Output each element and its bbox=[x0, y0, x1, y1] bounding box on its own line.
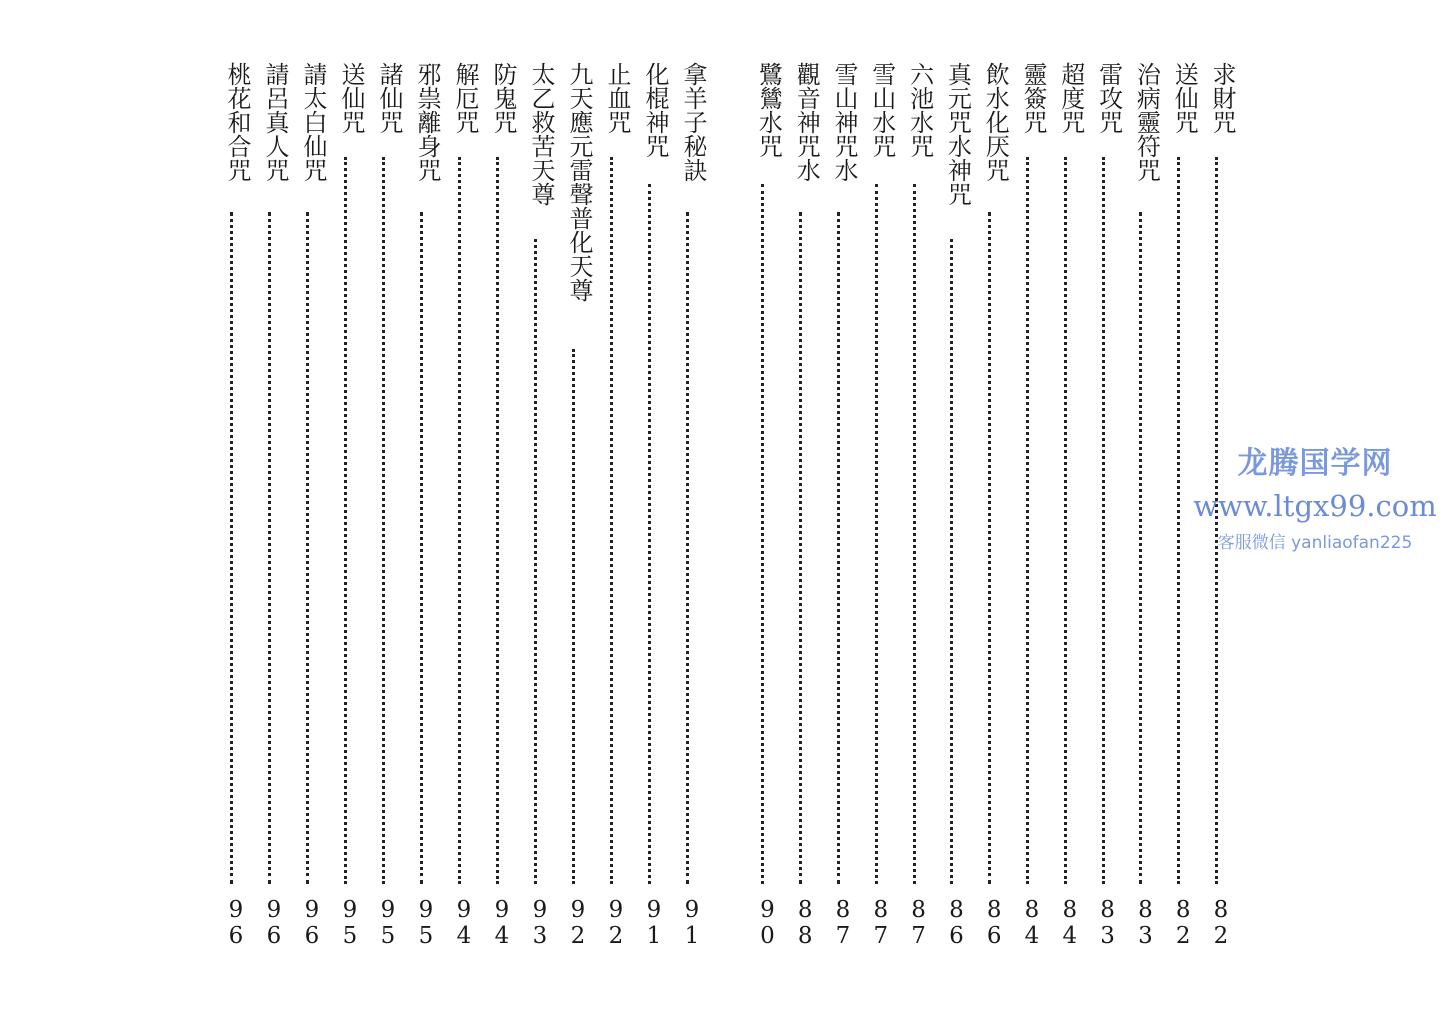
toc-entry-title: 觀音神咒水 bbox=[792, 62, 821, 182]
dot-leader bbox=[875, 184, 878, 884]
toc-entry bbox=[212, 62, 250, 962]
dot-leader bbox=[950, 239, 953, 884]
watermark-contact: 客服微信 yanliaofan225 bbox=[1217, 533, 1413, 553]
watermark-title: 龙腾国学网 bbox=[1237, 446, 1393, 481]
dot-leader bbox=[1064, 157, 1067, 885]
dot-leader bbox=[230, 212, 233, 885]
toc-page-number: 83 bbox=[1132, 897, 1159, 949]
toc-page-number: 91 bbox=[641, 897, 667, 949]
toc-page-number: 94 bbox=[451, 897, 477, 949]
toc-entry-title: 解厄咒 bbox=[451, 62, 479, 134]
toc-entry bbox=[668, 62, 706, 962]
toc-entry bbox=[857, 62, 895, 962]
dot-leader bbox=[1026, 157, 1029, 885]
toc-entry bbox=[478, 62, 516, 962]
toc-entry-title: 送仙咒 bbox=[337, 62, 365, 134]
toc-entry-title: 防鬼咒 bbox=[489, 62, 517, 134]
toc-page-number: 91 bbox=[679, 897, 705, 949]
dot-leader bbox=[837, 212, 840, 885]
dot-leader bbox=[610, 157, 613, 885]
toc-entry-title: 真元咒水神咒 bbox=[943, 62, 972, 206]
toc-page-number: 84 bbox=[1019, 897, 1045, 949]
toc-entry-title: 求財咒 bbox=[1208, 62, 1236, 134]
toc-page-number: 87 bbox=[867, 897, 894, 949]
dot-leader bbox=[648, 184, 651, 884]
toc-page-number: 83 bbox=[1094, 897, 1121, 949]
toc-entry-title: 邪祟離身咒 bbox=[413, 62, 441, 182]
toc-entry-title: 拿羊子秘訣 bbox=[679, 62, 707, 182]
dot-leader bbox=[382, 157, 385, 885]
toc-entry bbox=[1046, 62, 1084, 962]
toc-page-number: 96 bbox=[261, 897, 287, 949]
toc-entry bbox=[440, 62, 478, 962]
toc-entry-title: 雪山神咒水 bbox=[830, 62, 858, 182]
toc-entry-title: 九天應元雷聲普化天尊 bbox=[565, 62, 593, 302]
toc-page-number: 87 bbox=[905, 897, 932, 949]
toc-page-number: 86 bbox=[943, 897, 970, 949]
dot-leader bbox=[1102, 157, 1105, 885]
dot-leader bbox=[344, 157, 347, 885]
toc-page-number: 84 bbox=[1056, 897, 1083, 949]
toc-page-number: 86 bbox=[981, 897, 1008, 949]
toc-entry bbox=[554, 62, 592, 962]
toc-entry bbox=[1084, 62, 1122, 962]
toc-entry bbox=[288, 62, 326, 962]
dot-leader bbox=[761, 184, 764, 884]
toc-entry bbox=[250, 62, 288, 962]
toc-entry-title: 超度咒 bbox=[1056, 62, 1085, 134]
toc-page-number: 90 bbox=[754, 897, 781, 949]
toc-entry bbox=[326, 62, 364, 962]
dot-leader bbox=[496, 157, 499, 885]
toc-entry-title: 送仙咒 bbox=[1170, 62, 1199, 134]
toc-entry-title: 止血咒 bbox=[603, 62, 631, 134]
toc-entry-title: 飲水化厌咒 bbox=[981, 62, 1010, 182]
toc-entry bbox=[1121, 62, 1159, 962]
toc-entry bbox=[932, 62, 970, 962]
dot-leader bbox=[1177, 157, 1180, 885]
toc-right-page bbox=[740, 0, 1240, 1018]
toc-page-number: 96 bbox=[299, 897, 325, 949]
toc-page-number: 82 bbox=[1208, 897, 1234, 949]
toc-entry-title: 化棍神咒 bbox=[641, 62, 669, 158]
dot-leader bbox=[686, 212, 689, 885]
toc-left-page bbox=[200, 0, 720, 1018]
toc-page-number: 93 bbox=[527, 897, 553, 949]
watermark-url: www.ltgx99.com bbox=[1193, 489, 1437, 523]
dot-leader bbox=[913, 184, 916, 884]
dot-leader bbox=[1139, 212, 1142, 885]
toc-page-number: 82 bbox=[1170, 897, 1197, 949]
watermark bbox=[1190, 444, 1440, 558]
toc-entry bbox=[630, 62, 668, 962]
toc-entry-title: 治病靈符咒 bbox=[1132, 62, 1161, 182]
toc-page-number: 88 bbox=[792, 897, 819, 949]
toc-page-number: 92 bbox=[603, 897, 629, 949]
toc-page-number: 95 bbox=[337, 897, 363, 949]
toc-page-number: 96 bbox=[223, 897, 249, 949]
toc-entry-title: 諸仙咒 bbox=[375, 62, 403, 134]
toc-entry bbox=[819, 62, 857, 962]
toc-entry-title: 雷攻咒 bbox=[1094, 62, 1123, 134]
toc-entry bbox=[970, 62, 1008, 962]
toc-entry-title: 六池水咒 bbox=[905, 62, 934, 158]
toc-entry-title: 桃花和合咒 bbox=[223, 62, 251, 182]
toc-entry bbox=[592, 62, 630, 962]
toc-entry bbox=[781, 62, 819, 962]
dot-leader bbox=[306, 212, 309, 885]
toc-entry bbox=[743, 62, 781, 962]
dot-leader bbox=[799, 212, 802, 885]
toc-page-number: 95 bbox=[375, 897, 401, 949]
toc-entry bbox=[1008, 62, 1046, 962]
dot-leader bbox=[420, 212, 423, 885]
toc-entry-title: 鷺鷥水咒 bbox=[754, 62, 783, 158]
toc-entry bbox=[895, 62, 933, 962]
toc-entry-title: 太乙救苦天尊 bbox=[527, 62, 555, 206]
toc-entry bbox=[402, 62, 440, 962]
dot-leader bbox=[572, 349, 575, 884]
toc-page-number: 94 bbox=[489, 897, 515, 949]
toc-entry-title: 雪山水咒 bbox=[867, 62, 896, 158]
dot-leader bbox=[534, 239, 537, 884]
toc-entry bbox=[364, 62, 402, 962]
toc-entry-title: 請太白仙咒 bbox=[299, 62, 327, 182]
toc-entry-title: 請呂真人咒 bbox=[261, 62, 289, 182]
toc-entry-title: 靈簽咒 bbox=[1019, 62, 1047, 134]
toc-page-number: 92 bbox=[565, 897, 591, 949]
dot-leader bbox=[268, 212, 271, 885]
toc-entry bbox=[516, 62, 554, 962]
toc-page-number: 87 bbox=[830, 897, 856, 949]
dot-leader bbox=[988, 212, 991, 885]
dot-leader bbox=[458, 157, 461, 885]
toc-page-number: 95 bbox=[413, 897, 439, 949]
